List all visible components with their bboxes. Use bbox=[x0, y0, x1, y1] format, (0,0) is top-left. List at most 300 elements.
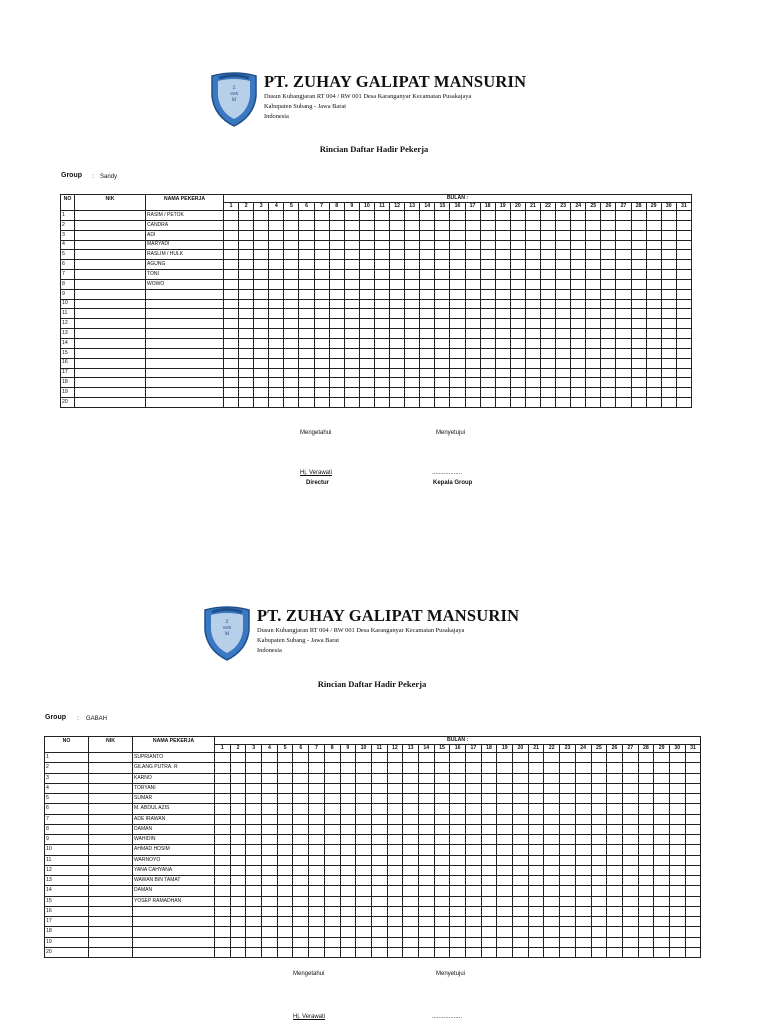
attendance-cell bbox=[622, 927, 638, 937]
attendance-cell bbox=[371, 763, 387, 773]
attendance-cell bbox=[616, 329, 631, 339]
attendance-cell bbox=[420, 230, 435, 240]
attendance-cell bbox=[309, 824, 325, 834]
attendance-cell bbox=[390, 270, 405, 280]
attendance-cell bbox=[528, 855, 544, 865]
attendance-cell bbox=[314, 338, 329, 348]
attendance-cell bbox=[654, 835, 670, 845]
table-row bbox=[45, 835, 701, 845]
attendance-cell bbox=[344, 220, 359, 230]
worker-name bbox=[146, 299, 224, 309]
attendance-cell bbox=[544, 814, 560, 824]
attendance-cell bbox=[556, 388, 571, 398]
attendance-cell bbox=[591, 937, 607, 947]
attendance-cell bbox=[215, 814, 231, 824]
worker-name: YANA CAHYANA bbox=[133, 865, 215, 875]
attendance-cell bbox=[631, 270, 646, 280]
attendance-cell bbox=[418, 865, 434, 875]
attendance-cell bbox=[661, 289, 676, 299]
header-day: 27 bbox=[622, 745, 638, 753]
attendance-cell bbox=[685, 876, 701, 886]
attendance-cell bbox=[239, 398, 254, 408]
attendance-cell bbox=[654, 783, 670, 793]
row-number: 15 bbox=[61, 348, 75, 358]
row-number: 20 bbox=[45, 947, 89, 957]
attendance-cell bbox=[403, 753, 419, 763]
nik-cell bbox=[75, 289, 146, 299]
attendance-cell bbox=[246, 845, 262, 855]
attendance-cell bbox=[544, 845, 560, 855]
attendance-cell bbox=[434, 794, 450, 804]
attendance-cell bbox=[450, 368, 465, 378]
attendance-cell bbox=[418, 947, 434, 957]
attendance-cell bbox=[560, 927, 576, 937]
attendance-cell bbox=[387, 763, 403, 773]
attendance-cell bbox=[324, 753, 340, 763]
attendance-cell bbox=[309, 876, 325, 886]
attendance-cell bbox=[544, 917, 560, 927]
attendance-cell bbox=[420, 289, 435, 299]
attendance-cell bbox=[230, 835, 246, 845]
header-nik: NIK bbox=[75, 195, 146, 211]
attendance-cell bbox=[418, 927, 434, 937]
attendance-cell bbox=[356, 876, 372, 886]
attendance-cell bbox=[359, 270, 374, 280]
attendance-cell bbox=[601, 398, 616, 408]
attendance-cell bbox=[324, 804, 340, 814]
attendance-cell bbox=[293, 947, 309, 957]
attendance-cell bbox=[435, 299, 450, 309]
attendance-cell bbox=[293, 865, 309, 875]
attendance-cell bbox=[676, 378, 691, 388]
attendance-cell bbox=[224, 378, 239, 388]
row-number: 11 bbox=[45, 855, 89, 865]
attendance-cell bbox=[418, 763, 434, 773]
attendance-cell bbox=[434, 783, 450, 793]
attendance-cell bbox=[390, 211, 405, 221]
attendance-cell bbox=[299, 250, 314, 260]
attendance-table bbox=[60, 194, 692, 408]
attendance-cell bbox=[224, 230, 239, 240]
attendance-cell bbox=[359, 378, 374, 388]
attendance-cell bbox=[324, 773, 340, 783]
attendance-cell bbox=[254, 299, 269, 309]
attendance-cell bbox=[224, 240, 239, 250]
attendance-cell bbox=[631, 329, 646, 339]
svg-text:Z: Z bbox=[232, 86, 236, 91]
table-row bbox=[61, 368, 692, 378]
attendance-cell bbox=[215, 794, 231, 804]
attendance-cell bbox=[685, 794, 701, 804]
attendance-cell bbox=[434, 896, 450, 906]
attendance-cell bbox=[544, 753, 560, 763]
attendance-cell bbox=[324, 896, 340, 906]
attendance-cell bbox=[607, 886, 623, 896]
attendance-cell bbox=[646, 358, 661, 368]
header-day: 29 bbox=[646, 203, 661, 211]
table-row bbox=[45, 814, 701, 824]
attendance-cell bbox=[224, 250, 239, 260]
attendance-cell bbox=[586, 358, 601, 368]
header-day: 18 bbox=[481, 745, 497, 753]
attendance-cell bbox=[654, 927, 670, 937]
attendance-cell bbox=[314, 240, 329, 250]
attendance-cell bbox=[661, 398, 676, 408]
attendance-cell bbox=[371, 773, 387, 783]
attendance-cell bbox=[591, 917, 607, 927]
attendance-cell bbox=[525, 398, 540, 408]
attendance-cell bbox=[435, 220, 450, 230]
header-day: 17 bbox=[466, 745, 482, 753]
attendance-cell bbox=[607, 927, 623, 937]
attendance-cell bbox=[309, 835, 325, 845]
attendance-cell bbox=[571, 348, 586, 358]
row-number: 6 bbox=[45, 804, 89, 814]
attendance-cell bbox=[324, 855, 340, 865]
attendance-cell bbox=[481, 886, 497, 896]
attendance-cell bbox=[497, 763, 513, 773]
attendance-cell bbox=[646, 388, 661, 398]
attendance-cell bbox=[654, 947, 670, 957]
worker-name bbox=[146, 338, 224, 348]
attendance-cell bbox=[497, 876, 513, 886]
row-number: 14 bbox=[45, 886, 89, 896]
attendance-cell bbox=[571, 220, 586, 230]
attendance-cell bbox=[616, 260, 631, 270]
header-day: 7 bbox=[314, 203, 329, 211]
attendance-cell bbox=[329, 270, 344, 280]
attendance-cell bbox=[371, 917, 387, 927]
attendance-cell bbox=[450, 824, 466, 834]
attendance-cell bbox=[497, 804, 513, 814]
attendance-cell bbox=[528, 835, 544, 845]
nik-cell bbox=[89, 753, 133, 763]
table-row bbox=[61, 329, 692, 339]
worker-name: WARNOYO bbox=[133, 855, 215, 865]
attendance-cell bbox=[586, 211, 601, 221]
attendance-cell bbox=[450, 886, 466, 896]
attendance-cell bbox=[324, 835, 340, 845]
attendance-cell bbox=[450, 289, 465, 299]
attendance-cell bbox=[359, 260, 374, 270]
attendance-cell bbox=[420, 279, 435, 289]
attendance-cell bbox=[616, 240, 631, 250]
attendance-cell bbox=[540, 211, 555, 221]
attendance-cell bbox=[359, 220, 374, 230]
attendance-cell bbox=[540, 378, 555, 388]
attendance-cell bbox=[277, 886, 293, 896]
nik-cell bbox=[89, 814, 133, 824]
row-number: 16 bbox=[45, 906, 89, 916]
header-day: 4 bbox=[262, 745, 278, 753]
attendance-cell bbox=[254, 289, 269, 299]
attendance-cell bbox=[601, 309, 616, 319]
attendance-cell bbox=[480, 329, 495, 339]
header-day: 5 bbox=[277, 745, 293, 753]
attendance-cell bbox=[513, 753, 529, 763]
attendance-cell bbox=[586, 289, 601, 299]
attendance-cell bbox=[403, 947, 419, 957]
attendance-cell bbox=[466, 937, 482, 947]
attendance-cell bbox=[654, 865, 670, 875]
attendance-cell bbox=[239, 220, 254, 230]
attendance-cell bbox=[269, 358, 284, 368]
nik-cell bbox=[75, 250, 146, 260]
header-day: 23 bbox=[560, 745, 576, 753]
attendance-cell bbox=[299, 358, 314, 368]
attendance-cell bbox=[575, 937, 591, 947]
attendance-cell bbox=[403, 824, 419, 834]
attendance-cell bbox=[374, 250, 389, 260]
attendance-cell bbox=[465, 250, 480, 260]
attendance-cell bbox=[246, 876, 262, 886]
attendance-cell bbox=[661, 319, 676, 329]
header-day: 12 bbox=[387, 745, 403, 753]
header-day: 27 bbox=[616, 203, 631, 211]
attendance-cell bbox=[646, 260, 661, 270]
attendance-cell bbox=[224, 398, 239, 408]
attendance-cell bbox=[435, 388, 450, 398]
attendance-cell bbox=[329, 358, 344, 368]
attendance-cell bbox=[544, 804, 560, 814]
attendance-cell bbox=[420, 338, 435, 348]
attendance-cell bbox=[450, 299, 465, 309]
attendance-cell bbox=[571, 279, 586, 289]
attendance-cell bbox=[277, 773, 293, 783]
attendance-cell bbox=[669, 947, 685, 957]
attendance-cell bbox=[344, 260, 359, 270]
attendance-cell bbox=[497, 845, 513, 855]
attendance-cell bbox=[465, 260, 480, 270]
attendance-cell bbox=[560, 876, 576, 886]
attendance-cell bbox=[646, 230, 661, 240]
company-address-line2: Kabupaten Subang - Jawa Barat bbox=[264, 103, 346, 110]
worker-name: DAMAN bbox=[133, 886, 215, 896]
attendance-cell bbox=[669, 886, 685, 896]
attendance-cell bbox=[299, 378, 314, 388]
attendance-cell bbox=[510, 299, 525, 309]
attendance-cell bbox=[356, 753, 372, 763]
attendance-cell bbox=[591, 753, 607, 763]
worker-name bbox=[146, 289, 224, 299]
header-day: 10 bbox=[356, 745, 372, 753]
attendance-cell bbox=[450, 211, 465, 221]
attendance-cell bbox=[262, 794, 278, 804]
attendance-cell bbox=[540, 289, 555, 299]
attendance-cell bbox=[329, 329, 344, 339]
attendance-cell bbox=[269, 309, 284, 319]
attendance-cell bbox=[420, 348, 435, 358]
header-day: 13 bbox=[403, 745, 419, 753]
attendance-cell bbox=[418, 773, 434, 783]
attendance-cell bbox=[246, 906, 262, 916]
row-number: 3 bbox=[61, 230, 75, 240]
nik-cell bbox=[75, 378, 146, 388]
attendance-cell bbox=[418, 753, 434, 763]
attendance-cell bbox=[669, 753, 685, 763]
worker-name bbox=[133, 917, 215, 927]
attendance-cell bbox=[586, 279, 601, 289]
attendance-cell bbox=[646, 329, 661, 339]
attendance-cell bbox=[344, 338, 359, 348]
attendance-cell bbox=[246, 927, 262, 937]
attendance-cell bbox=[246, 763, 262, 773]
attendance-cell bbox=[607, 835, 623, 845]
nik-cell bbox=[75, 270, 146, 280]
group-value: Sandy bbox=[100, 174, 118, 180]
attendance-cell bbox=[450, 753, 466, 763]
attendance-cell bbox=[480, 279, 495, 289]
attendance-cell bbox=[622, 783, 638, 793]
attendance-cell bbox=[324, 865, 340, 875]
attendance-cell bbox=[371, 794, 387, 804]
attendance-cell bbox=[246, 947, 262, 957]
attendance-cell bbox=[510, 348, 525, 358]
attendance-cell bbox=[344, 270, 359, 280]
worker-name: WAWAN BIN TAMAT bbox=[133, 876, 215, 886]
attendance-cell bbox=[481, 773, 497, 783]
attendance-cell bbox=[215, 845, 231, 855]
attendance-cell bbox=[215, 896, 231, 906]
attendance-cell bbox=[434, 824, 450, 834]
table-row bbox=[61, 220, 692, 230]
attendance-cell bbox=[575, 794, 591, 804]
attendance-cell bbox=[575, 804, 591, 814]
table-row bbox=[45, 753, 701, 763]
attendance-cell bbox=[215, 804, 231, 814]
attendance-cell bbox=[601, 270, 616, 280]
attendance-cell bbox=[359, 398, 374, 408]
header-day: 31 bbox=[676, 203, 691, 211]
attendance-cell bbox=[314, 398, 329, 408]
attendance-cell bbox=[669, 896, 685, 906]
attendance-cell bbox=[215, 906, 231, 916]
attendance-cell bbox=[324, 876, 340, 886]
attendance-cell bbox=[230, 865, 246, 875]
attendance-cell bbox=[575, 906, 591, 916]
attendance-cell bbox=[324, 886, 340, 896]
worker-name bbox=[133, 906, 215, 916]
attendance-cell bbox=[465, 378, 480, 388]
attendance-cell bbox=[654, 917, 670, 927]
attendance-cell bbox=[622, 876, 638, 886]
attendance-cell bbox=[262, 763, 278, 773]
attendance-cell bbox=[481, 783, 497, 793]
attendance-cell bbox=[510, 319, 525, 329]
attendance-cell bbox=[374, 309, 389, 319]
attendance-cell bbox=[269, 398, 284, 408]
attendance-cell bbox=[669, 876, 685, 886]
attendance-cell bbox=[540, 270, 555, 280]
attendance-cell bbox=[230, 794, 246, 804]
nik-cell bbox=[75, 220, 146, 230]
attendance-cell bbox=[528, 824, 544, 834]
attendance-cell bbox=[571, 388, 586, 398]
attendance-cell bbox=[575, 927, 591, 937]
attendance-cell bbox=[591, 927, 607, 937]
attendance-cell bbox=[239, 211, 254, 221]
attendance-cell bbox=[495, 279, 510, 289]
attendance-cell bbox=[435, 250, 450, 260]
attendance-cell bbox=[481, 845, 497, 855]
attendance-cell bbox=[314, 358, 329, 368]
attendance-cell bbox=[685, 906, 701, 916]
attendance-cell bbox=[215, 927, 231, 937]
attendance-cell bbox=[622, 824, 638, 834]
attendance-cell bbox=[528, 937, 544, 947]
attendance-cell bbox=[324, 814, 340, 824]
attendance-cell bbox=[622, 753, 638, 763]
attendance-cell bbox=[230, 927, 246, 937]
row-number: 9 bbox=[61, 289, 75, 299]
attendance-cell bbox=[571, 358, 586, 368]
attendance-cell bbox=[403, 814, 419, 824]
svg-text:SMR: SMR bbox=[222, 625, 232, 630]
attendance-cell bbox=[239, 279, 254, 289]
attendance-cell bbox=[405, 279, 420, 289]
attendance-cell bbox=[510, 329, 525, 339]
attendance-cell bbox=[309, 906, 325, 916]
attendance-cell bbox=[344, 368, 359, 378]
attendance-cell bbox=[495, 240, 510, 250]
attendance-cell bbox=[544, 937, 560, 947]
attendance-cell bbox=[575, 783, 591, 793]
attendance-cell bbox=[344, 309, 359, 319]
attendance-cell bbox=[510, 220, 525, 230]
attendance-cell bbox=[540, 398, 555, 408]
attendance-cell bbox=[601, 260, 616, 270]
attendance-cell bbox=[540, 319, 555, 329]
attendance-cell bbox=[254, 220, 269, 230]
header-bulan: BULAN : bbox=[215, 737, 701, 745]
attendance-cell bbox=[277, 753, 293, 763]
attendance-cell bbox=[646, 270, 661, 280]
attendance-cell bbox=[480, 260, 495, 270]
attendance-cell bbox=[215, 855, 231, 865]
attendance-cell bbox=[359, 329, 374, 339]
attendance-cell bbox=[540, 309, 555, 319]
attendance-cell bbox=[450, 947, 466, 957]
attendance-cell bbox=[575, 876, 591, 886]
attendance-cell bbox=[299, 398, 314, 408]
attendance-cell bbox=[540, 230, 555, 240]
table-row bbox=[61, 348, 692, 358]
attendance-cell bbox=[638, 824, 654, 834]
attendance-cell bbox=[638, 886, 654, 896]
attendance-cell bbox=[616, 319, 631, 329]
attendance-cell bbox=[293, 855, 309, 865]
attendance-cell bbox=[418, 804, 434, 814]
attendance-cell bbox=[480, 299, 495, 309]
attendance-cell bbox=[387, 896, 403, 906]
nik-cell bbox=[75, 240, 146, 250]
attendance-cell bbox=[420, 368, 435, 378]
attendance-cell bbox=[638, 783, 654, 793]
attendance-cell bbox=[481, 937, 497, 947]
attendance-cell bbox=[450, 220, 465, 230]
attendance-cell bbox=[246, 865, 262, 875]
worker-name bbox=[146, 348, 224, 358]
attendance-cell bbox=[246, 937, 262, 947]
attendance-cell bbox=[560, 794, 576, 804]
attendance-cell bbox=[685, 824, 701, 834]
attendance-cell bbox=[269, 211, 284, 221]
attendance-cell bbox=[685, 835, 701, 845]
attendance-cell bbox=[314, 319, 329, 329]
attendance-cell bbox=[646, 368, 661, 378]
attendance-cell bbox=[435, 338, 450, 348]
attendance-cell bbox=[586, 260, 601, 270]
